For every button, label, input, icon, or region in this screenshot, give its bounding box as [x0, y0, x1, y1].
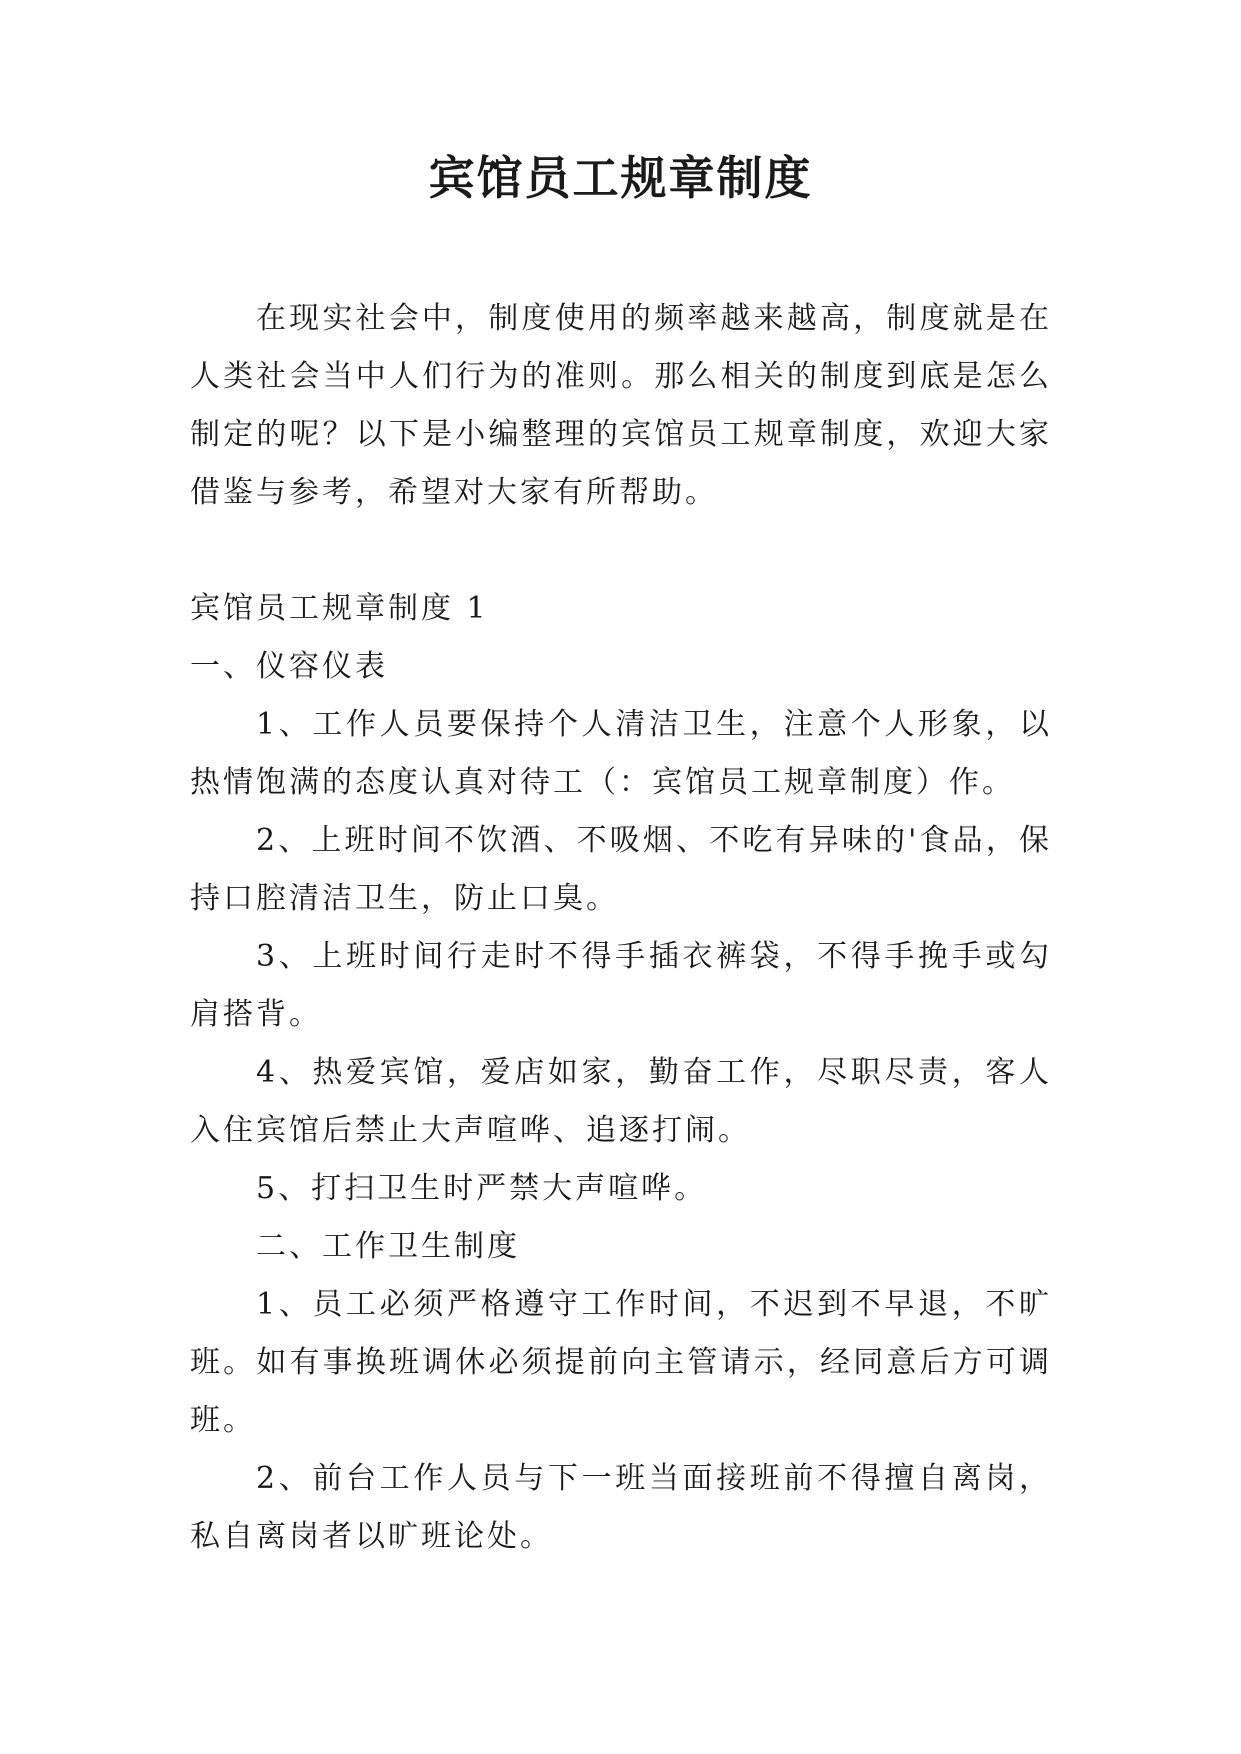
rule-item: 2、上班时间不饮酒、不吸烟、不吃有异味的'食品，保持口腔清洁卫生，防止口臭。: [190, 823, 1052, 916]
subheading-appearance: 一、仪容仪表: [190, 649, 388, 684]
rule-item: 1、工作人员要保持个人清洁卫生，注意个人形象，以热情饱满的态度认真对待工（：宾馆员工规章制度）作。: [190, 707, 1052, 800]
rule-item: 1、员工必须严格遵守工作时间，不迟到不早退，不旷班。如有事换班调休必须提前向主管请示，经同意后方可调班。: [190, 1287, 1052, 1438]
rule-item: 3、上班时间行走时不得手插衣裤袋，不得手挽手或勾肩搭背。: [190, 939, 1052, 1032]
document-title: 宾馆员工规章制度: [428, 151, 813, 205]
rule-item: 2、前台工作人员与下一班当面接班前不得擅自离岗，私自离岗者以旷班论处。: [190, 1461, 1052, 1554]
intro-paragraph: 在现实社会中，制度使用的频率越来越高，制度就是在人类社会当中人们行为的准则。那么相关的制度到底是怎么制定的呢？以下是小编整理的宾馆员工规章制度，欢迎大家借鉴与参考，希望对大家有所帮助。: [190, 301, 1052, 510]
rule-item: 5、打扫卫生时严禁大声喧哗。: [256, 1171, 708, 1206]
section-heading: 宾馆员工规章制度 1: [190, 591, 489, 626]
subheading-work-hygiene: 二、工作卫生制度: [256, 1229, 520, 1264]
rule-item: 4、热爱宾馆，爱店如家，勤奋工作，尽职尽责，客人入住宾馆后禁止大声喧哗、追逐打闹。: [190, 1055, 1052, 1148]
